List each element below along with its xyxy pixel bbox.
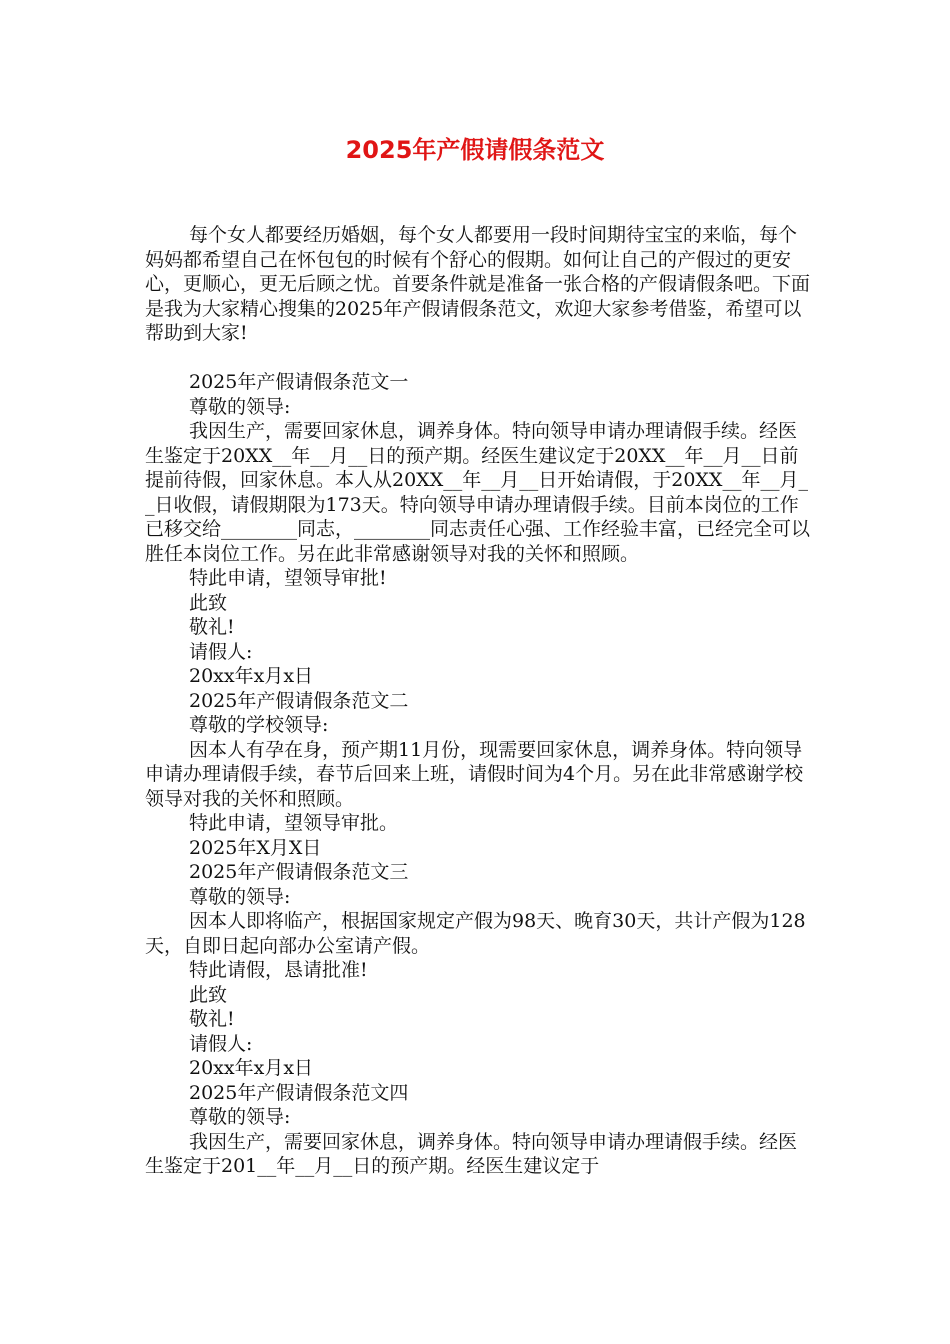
sample1-request: 特此申请，望领导审批! xyxy=(189,567,387,589)
sample3-applicant: 请假人: xyxy=(189,1032,253,1055)
sample1-salutation: 尊敬的领导: xyxy=(189,395,291,418)
sample3-request: 特此请假，恳请批准! xyxy=(189,959,368,981)
sample2-salutation: 尊敬的学校领导: xyxy=(189,714,329,736)
sample4-body: 我因生产，需要回家休息，调养身体。特向领导申请办理请假手续。经医生鉴定于201__年__月__日的预产期。经医生建议定于 xyxy=(145,1130,798,1177)
sample3-salutation: 尊敬的领导: xyxy=(189,885,291,908)
sample1-closing1: 此致 xyxy=(189,591,228,614)
intro-paragraph: 每个女人都要经历婚姻，每个女人都要用一段时间期待宝宝的来临，每个妈妈都希望自己在怀包包的时候有个舒心的假期。如何让自己的产假过的更安心，更顺心，更无后顾之忧。首要条件就是准备一张合格的产假请假条吧。下面是我为大家精心搜集的2025年产假请假条范文，欢迎大家参考借鉴，希望可以帮助到大家! xyxy=(145,224,811,344)
sample1-applicant: 请假人: xyxy=(189,640,253,663)
sample2-date: 2025年X月X日 xyxy=(189,836,322,859)
sample1-date: 20xx年x月x日 xyxy=(189,665,314,687)
sample1-closing2: 敬礼! xyxy=(189,616,235,638)
sample3-closing2: 敬礼! xyxy=(189,1008,235,1030)
sample2-request: 特此申请，望领导审批。 xyxy=(189,812,399,834)
sample4-heading: 2025年产假请假条范文四 xyxy=(189,1081,409,1104)
sample4-salutation: 尊敬的领导: xyxy=(189,1106,291,1128)
sample3-heading: 2025年产假请假条范文三 xyxy=(189,861,409,883)
sample3-closing1: 此致 xyxy=(189,983,228,1006)
sample2-body: 因本人有孕在身，预产期11月份，现需要回家休息，调养身体。特向领导申请办理请假手续，春节后回来上班，请假时间为4个月。另在此非常感谢学校领导对我的关怀和照顾。 xyxy=(145,738,804,810)
sample3-date: 20xx年x月x日 xyxy=(189,1057,314,1079)
sample3-body: 因本人即将临产，根据国家规定产假为98天、晚育30天，共计产假为128天，自即日起向部办公室请产假。 xyxy=(145,910,806,957)
document-body xyxy=(145,223,811,1179)
sample2-heading: 2025年产假请假条范文二 xyxy=(189,689,409,712)
sample1-heading: 2025年产假请假条范文一 xyxy=(189,371,409,393)
page-title: 2025年产假请假条范文 xyxy=(345,136,605,164)
sample1-body: 我因生产，需要回家休息，调养身体。特向领导申请办理请假手续。经医生鉴定于20XX__年__月__日的预产期。经医生建议定于20XX__年__月__日前提前待假，回家休息。本人从20XX__年__月__日开始请假，于20XX__年__月__日收假，请假期限为173天。特向领导申请办理请假手续。目前本岗位的工作已移交给________同志，________同志责任心强、工作经验丰富，已经完全可以胜任本岗位工作。另在此非常感谢领导对我的关怀和照顾。 xyxy=(145,420,811,565)
